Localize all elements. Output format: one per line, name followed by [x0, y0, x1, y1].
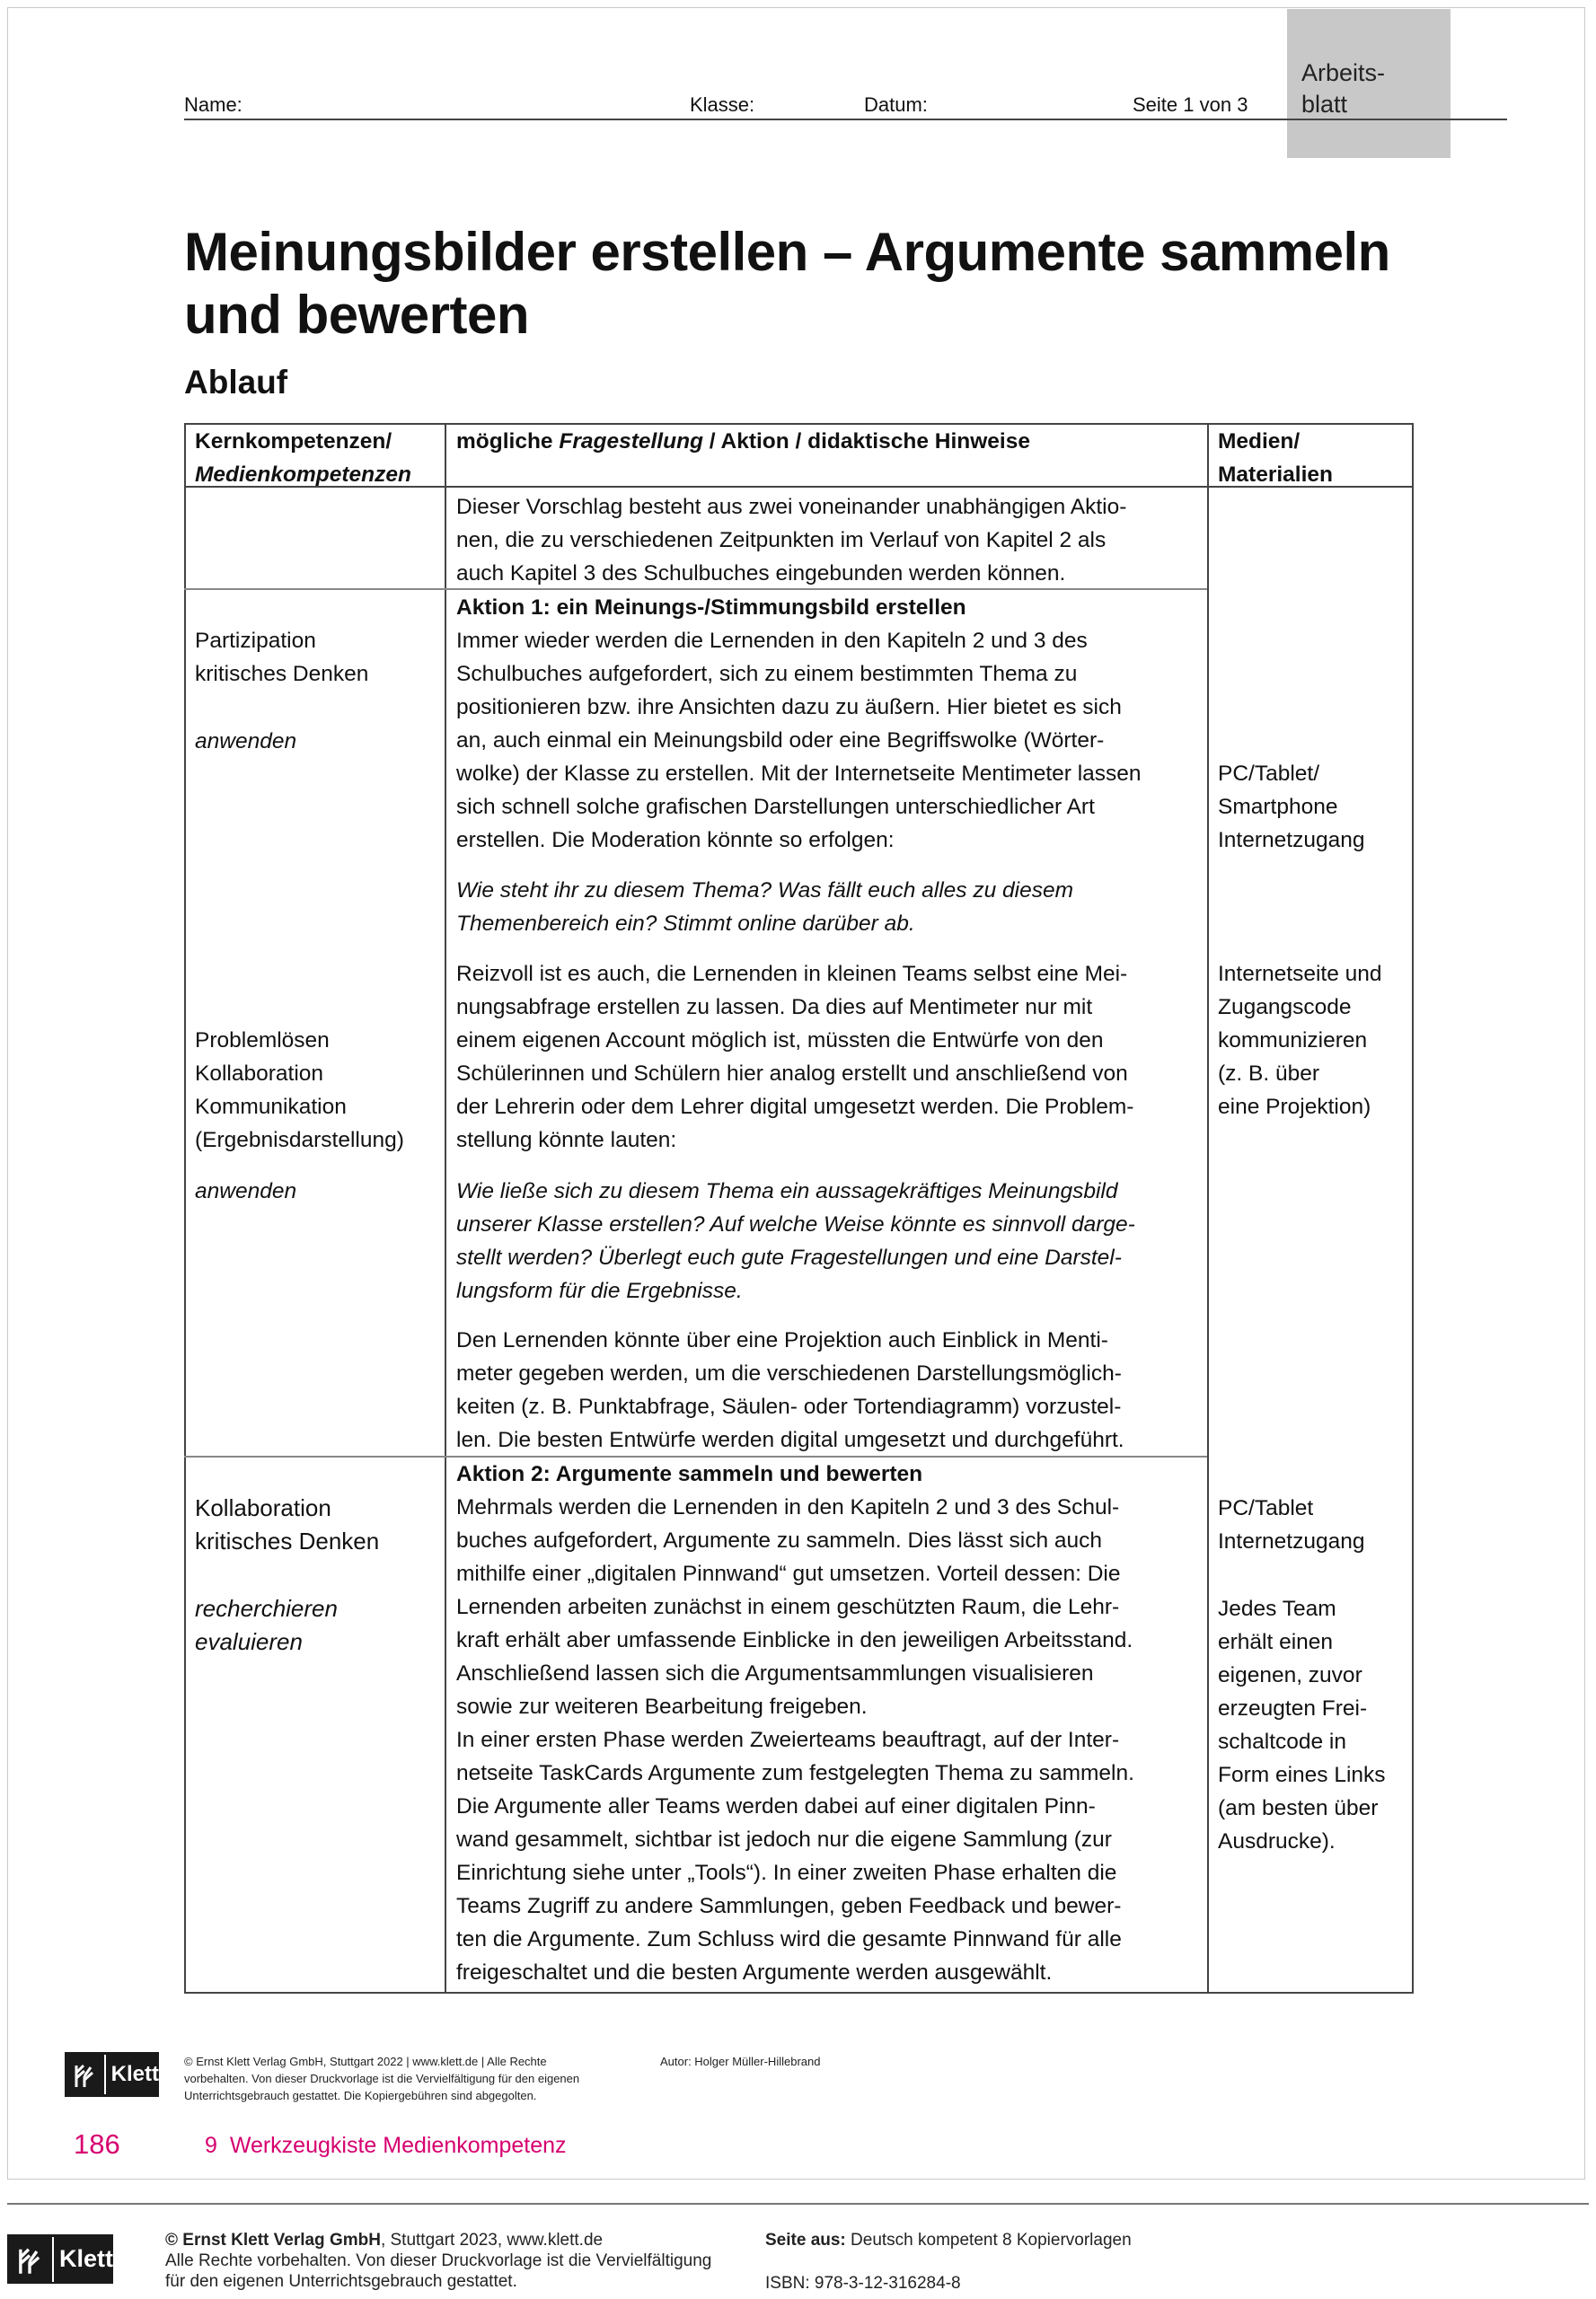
name-label: Name: — [184, 93, 242, 116]
action1-competencies-b: Problemlösen Kollaboration Kommunikation (Ergebnisdarstellung) — [195, 1028, 404, 1152]
page-number: 186 — [74, 2128, 120, 2160]
action1-competencies-a: Partizipation kritisches Denken — [195, 629, 369, 686]
header-media: Medien/ Materialien — [1218, 429, 1333, 487]
klett-logo-icon — [65, 2055, 106, 2094]
footer-copyright: © Ernst Klett Verlag GmbH, Stuttgart 2022 | www.klett.de | Alle Rechte vorbehalten. Von dieser Druckvorlage ist die Vervielfältigung für den eigenen Unterrichtsgebrauch gestattet. Die Kopiergebühren sind abgegolten. — [184, 2055, 580, 2102]
action2-media-b: Jedes Team erhält einen eigenen, zuvor erzeugten Frei- schaltcode in Form eines Links (am besten über Ausdrucke). — [1218, 1597, 1386, 1854]
bottom-source: Seite aus: Deutsch kompetent 8 Kopiervorlagen — [765, 2231, 1132, 2250]
footer-author: Autor: Holger Müller-Hillebrand — [660, 2055, 821, 2068]
action1-text: Aktion 1: ein Meinungs-/Stimmungsbild erstellen Immer wieder werden die Lernenden in den Kapiteln 2 und 3 des Schulbuches aufgefordert, sich zu einem bestimmten Thema zu positionieren bzw. ihre Ansichten dazu zu äußern. Hier bietet es sich an, auch einmal ein Meinungsbild oder eine Begriffswolke (Wörter- wolke) der Klasse zu erstellen. Mit der Internetseite Mentimeter lassen sich schnell solche grafischen Darstellungen unterschiedlicher Art erstellen. Die Moderation könnte so erfolgen: — [456, 591, 1142, 857]
bottom-klett-leaf-icon — [14, 2243, 45, 2276]
action2-levels: recherchieren evaluieren — [195, 1595, 338, 1655]
action1-paragraph3: Den Lernenden könnte über eine Projektion auch Einblick in Menti- meter gegeben werden, um die verschiedenen Darstellungsmöglich- keiten (z. B. Punktabfrage, Säulen- oder Tortendiagramm) vorzustel- len. Die besten Entwürfe werden digital umgesetzt und durchgeführt. — [456, 1328, 1124, 1452]
action1-question2: Wie ließe sich zu diesem Thema ein aussagekräftiges Meinungsbild unserer Klasse erstellen? Auf welche Weise könnte es sinnvoll darge- stellt werden? Überlegt euch gute Fragestellungen und eine Darstel- lungsform für die Ergebnisse. — [456, 1179, 1135, 1303]
action2-competencies: Kollaboration kritisches Denken — [195, 1494, 380, 1555]
chapter-label: 9 Werkzeugkiste Medienkompetenz — [205, 2133, 567, 2158]
action1-level-a: anwenden — [195, 729, 297, 753]
worksheet-tab-label: Arbeits- blatt — [1301, 59, 1386, 118]
intro-text: Dieser Vorschlag besteht aus zwei voneinander unabhängigen Aktio- nen, die zu verschiedenen Zeitpunkten im Verlauf von Kapitel 2 als auch Kapitel 3 des Schulbuches eingebunden werden können. — [456, 495, 1127, 586]
action2-text: Aktion 2: Argumente sammeln und bewerten Mehrmals werden die Lernenden in den Kapiteln 2 und 3 des Schul- buches aufgefordert, Argumente zu sammeln. Dies lässt sich auch mithilfe einer „digitalen Pinnwand“ gut umsetzen. Vorteil dessen: Die Lernenden arbeiten zunächst in einem geschützten Raum, die Lehr- kraft erhält aber umfassende Einblicke in den jeweiligen Arbeitsstand. Anschließend lassen sich die Argumentsammlungen visualisieren sowie zur weiteren Bearbeitung freigeben. In einer ersten Phase werden Zweierteams beauftragt, auf der Inter- netseite TaskCards Argumente zum festgelegten Thema zu sammeln. Die Argumente aller Teams werden dabei auf einer digitalen Pinn- wand gesammelt, sichtbar ist jedoch nur die eigene Sammlung (zur Einrichtung siehe unter „Tools“). In einer zweiten Phase erhalten die Teams Zugriff zu andere Sammlungen, geben Feedback und bewer- ten die Argumente. Zum Schluss wird die gesamte Pinnwand für alle freigeschaltet und die besten Argumente werden ausgewählt. — [456, 1458, 1134, 1989]
bottom-rule — [7, 2203, 1589, 2205]
date-label: Datum: — [864, 93, 928, 116]
action2-media-a: PC/Tablet Internetzugang — [1218, 1496, 1365, 1554]
action1-heading: Aktion 1: ein Meinungs-/Stimmungsbild erstellen — [456, 595, 966, 620]
header-activity: mögliche Fragestellung / Aktion / didaktische Hinweise — [456, 429, 1030, 454]
bottom-klett-logo-icon — [7, 2237, 54, 2282]
action1-level-b: anwenden — [195, 1179, 297, 1203]
bottom-copyright: © Ernst Klett Verlag GmbH, Stuttgart 2023, www.klett.de Alle Rechte vorbehalten. Von dieser Druckvorlage ist die Vervielfältigung für den eigenen Unterrichtsgebrauch gestattet. — [165, 2231, 712, 2291]
procedure-table — [184, 423, 1414, 1994]
class-label: Klasse: — [690, 93, 755, 116]
action1-question1: Wie steht ihr zu diesem Thema? Was fällt euch alles zu diesem Themenbereich ein? Stimmt online darüber ab. — [456, 878, 1073, 936]
action1-paragraph2: Reizvoll ist es auch, die Lernenden in kleinen Teams selbst eine Mei- nungsabfrage erstellen zu lassen. Da dies auf Mentimeter nur mit einem eigenen Account möglich ist, müssten die Entwürfe von den Schülerinnen und Schülern hier analog erstellt und anschließend von der Lehrerin oder dem Lehrer digital umgesetzt werden. Die Problem- stellung könnte lauten: — [456, 962, 1134, 1152]
action2-heading: Aktion 2: Argumente sammeln und bewerten — [456, 1462, 923, 1486]
bottom-klett-logo: Klett — [7, 2234, 113, 2284]
klett-leaf-icon — [71, 2060, 98, 2089]
header-rule — [184, 119, 1507, 120]
section-subtitle: Ablauf — [184, 364, 288, 401]
action1-media-a: PC/Tablet/ Smartphone Internetzugang — [1218, 762, 1365, 852]
page-count-label: Seite 1 von 3 — [1133, 93, 1248, 116]
worksheet-tab — [1287, 9, 1451, 158]
klett-logo: Klett — [65, 2052, 159, 2097]
action1-media-b: Internetseite und Zugangscode kommunizieren (z. B. über eine Projektion) — [1218, 962, 1382, 1119]
page-title: Meinungsbilder erstellen – Argumente sammeln und bewerten — [184, 222, 1390, 345]
header-competencies: Kernkompetenzen/ Medienkompetenzen — [195, 429, 411, 487]
bottom-isbn: ISBN: 978-3-12-316284-8 — [765, 2274, 961, 2293]
